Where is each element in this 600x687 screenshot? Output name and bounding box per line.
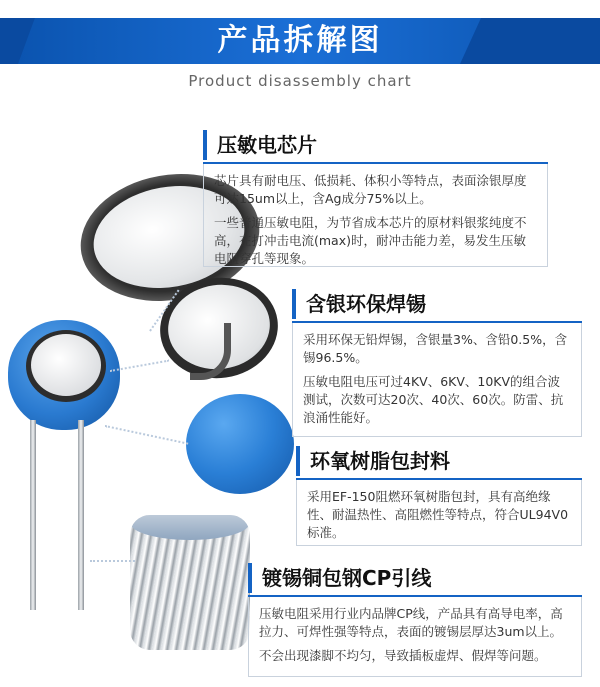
varistor-component-image bbox=[8, 320, 123, 610]
description-paragraph: 采用EF-150阻燃环氧树脂包封，具有高绝缘性、耐温热性、高阻燃性等特点，符合UL94V0标准。 bbox=[307, 489, 569, 540]
component-lead-right bbox=[78, 420, 84, 610]
description-paragraph: 一些普通压敏电阻，为节省成本芯片的原材料银浆纯度不高，在打冲击电流(max)时，耐冲击能力差，易发生压敏电阻穿孔等现象。 bbox=[214, 215, 527, 266]
section-description bbox=[296, 480, 582, 546]
connector-lead bbox=[90, 560, 135, 562]
section-description bbox=[292, 323, 582, 437]
section-description bbox=[248, 597, 582, 677]
section-silver-solder bbox=[292, 289, 582, 439]
section-cp-lead bbox=[248, 563, 582, 678]
section-description bbox=[203, 164, 548, 267]
description-paragraph: 芯片具有耐电压、低损耗、体积小等特点，表面涂银厚度可达15um以上，含Ag成分75%以上。 bbox=[214, 173, 527, 206]
page-title: 产品拆解图 bbox=[217, 23, 383, 58]
description-paragraph: 采用环保无铅焊锡，含银量3%、含铅0.5%，含锡96.5%。 bbox=[303, 332, 568, 365]
section-title: 镀锡铜包钢CP引线 bbox=[248, 563, 431, 593]
section-title: 含银环保焊锡 bbox=[292, 289, 426, 319]
description-paragraph: 压敏电阻电压可过4KV、6KV、10KV的组合波测试，次数可达20次、40次、60次。防雷、抗浪涌性能好。 bbox=[303, 374, 564, 425]
component-chip-face bbox=[31, 334, 101, 396]
description-paragraph: 不会出现漆脚不均匀，导致插板虚焊、假焊等问题。 bbox=[259, 648, 547, 663]
epoxy-disk bbox=[186, 394, 294, 494]
section-title: 压敏电芯片 bbox=[203, 130, 317, 160]
component-lead-left bbox=[30, 420, 36, 610]
description-paragraph: 压敏电阻采用行业内品牌CP线，产品具有高导电率，高拉力、可焊性强等特点，表面的镀锡层厚达3um以上。 bbox=[259, 606, 563, 639]
cp-wire-spool-image bbox=[130, 515, 250, 650]
section-title: 环氧树脂包封料 bbox=[296, 446, 450, 476]
section-varistor-chip bbox=[203, 130, 548, 270]
header bbox=[0, 0, 600, 95]
section-epoxy bbox=[296, 446, 582, 546]
page-subtitle: Product disassembly chart bbox=[188, 72, 412, 90]
epoxy-coating-image bbox=[186, 394, 294, 494]
